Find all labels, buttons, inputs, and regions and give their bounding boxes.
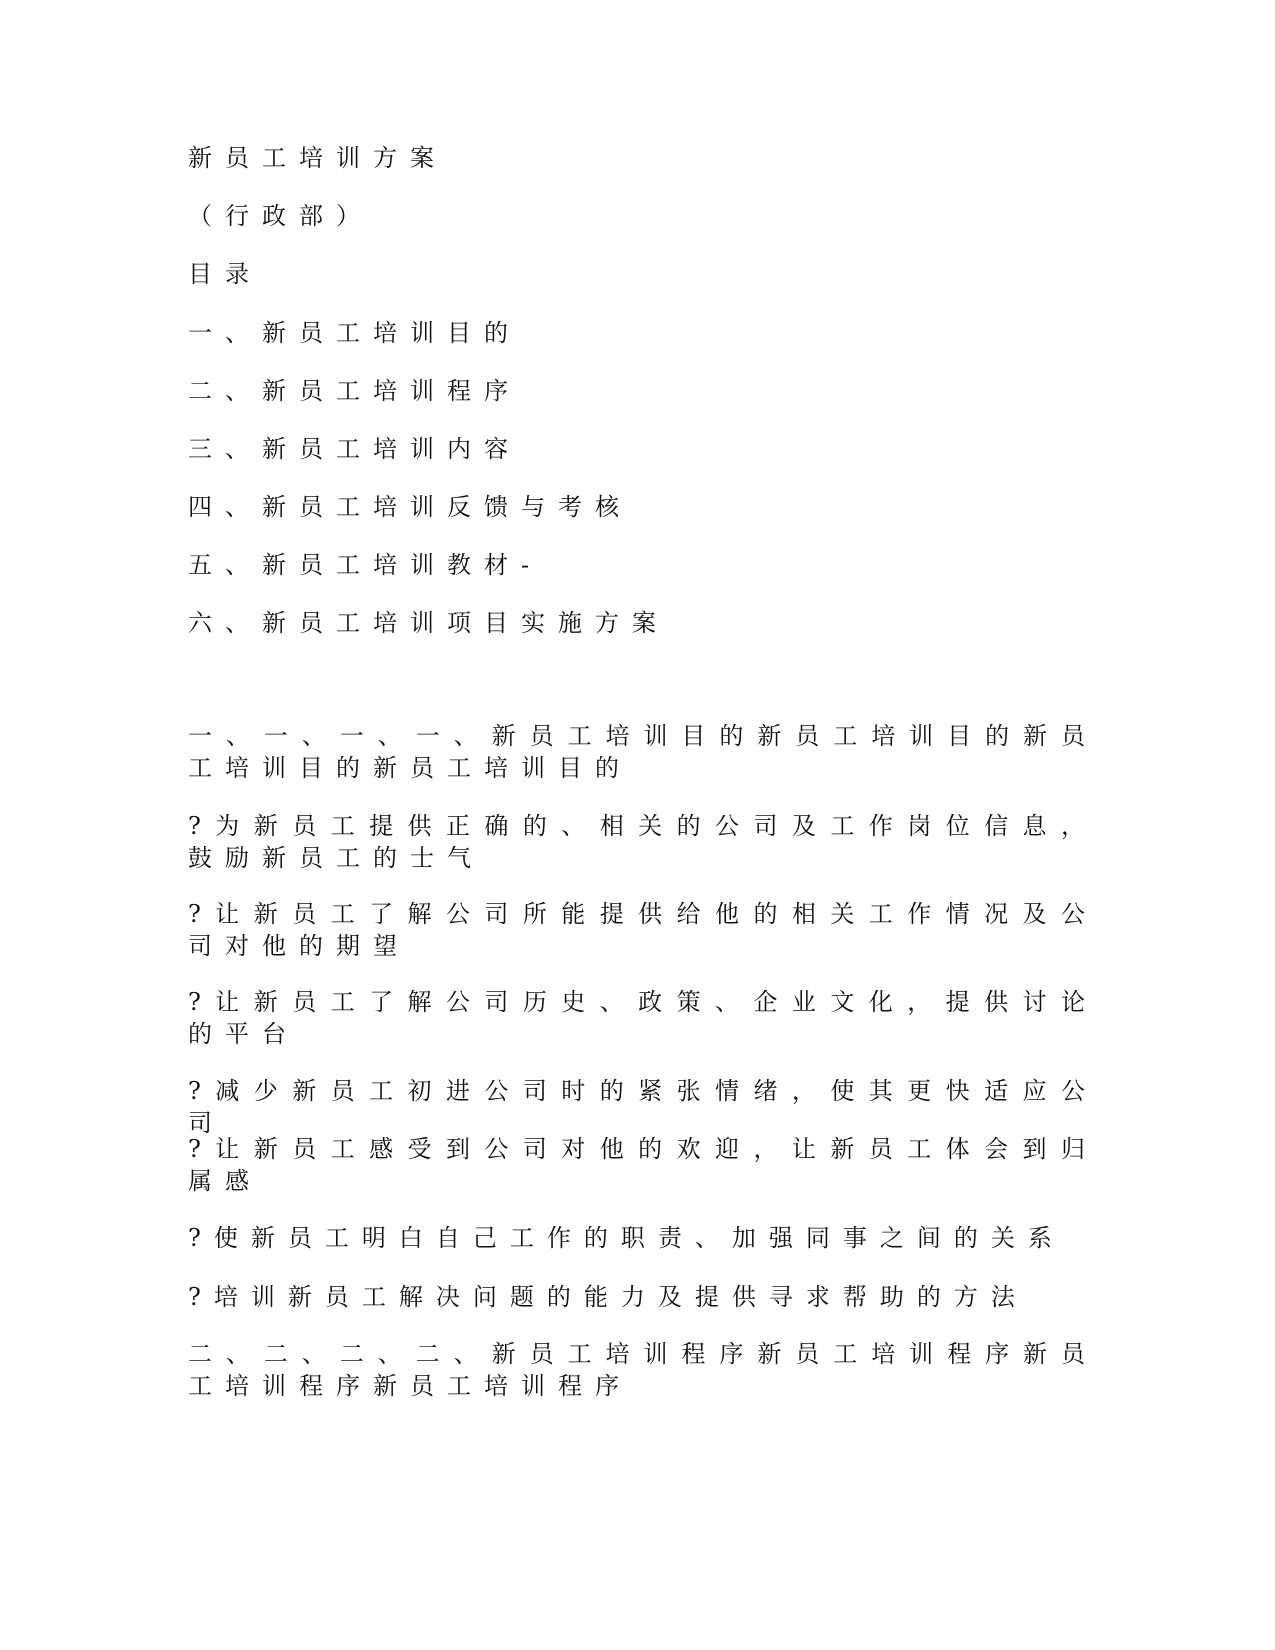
- toc-item: 四、新员工培训反馈与考核: [188, 493, 632, 521]
- bullet-item: ?培训新员工解决问题的能力及提供寻求帮助的方法: [188, 1283, 1028, 1311]
- section-heading: 一、一、一、一、新员工培训目的新员工培训目的新员工培训目的新员工培训目的: [188, 722, 1098, 782]
- toc-item: 五、新员工培训教材-: [188, 551, 543, 579]
- toc-item: 六、新员工培训项目实施方案: [188, 609, 669, 637]
- toc-item: 一、新员工培训目的: [188, 319, 521, 347]
- department-label: （行政部）: [188, 202, 373, 230]
- toc-item: 二、新员工培训程序: [188, 377, 521, 405]
- bullet-item: ?让新员工感受到公司对他的欢迎，让新员工体会到归属感: [188, 1135, 1098, 1195]
- document-title: 新员工培训方案: [188, 144, 447, 172]
- bullet-item: ?让新员工了解公司所能提供给他的相关工作情况及公司对他的期望: [188, 900, 1098, 960]
- bullet-item: ?使新员工明白自己工作的职责、加强同事之间的关系: [188, 1224, 1065, 1252]
- bullet-item: ?减少新员工初进公司时的紧张情绪，使其更快适应公司: [188, 1077, 1098, 1137]
- bullet-item: ?让新员工了解公司历史、政策、企业文化，提供讨论的平台: [188, 988, 1098, 1048]
- bullet-item: ?为新员工提供正确的、相关的公司及工作岗位信息，鼓励新员工的士气: [188, 812, 1098, 872]
- toc-item: 三、新员工培训内容: [188, 435, 521, 463]
- toc-heading: 目录: [188, 260, 262, 288]
- section-heading: 二、二、二、二、新员工培训程序新员工培训程序新员工培训程序新员工培训程序: [188, 1340, 1098, 1400]
